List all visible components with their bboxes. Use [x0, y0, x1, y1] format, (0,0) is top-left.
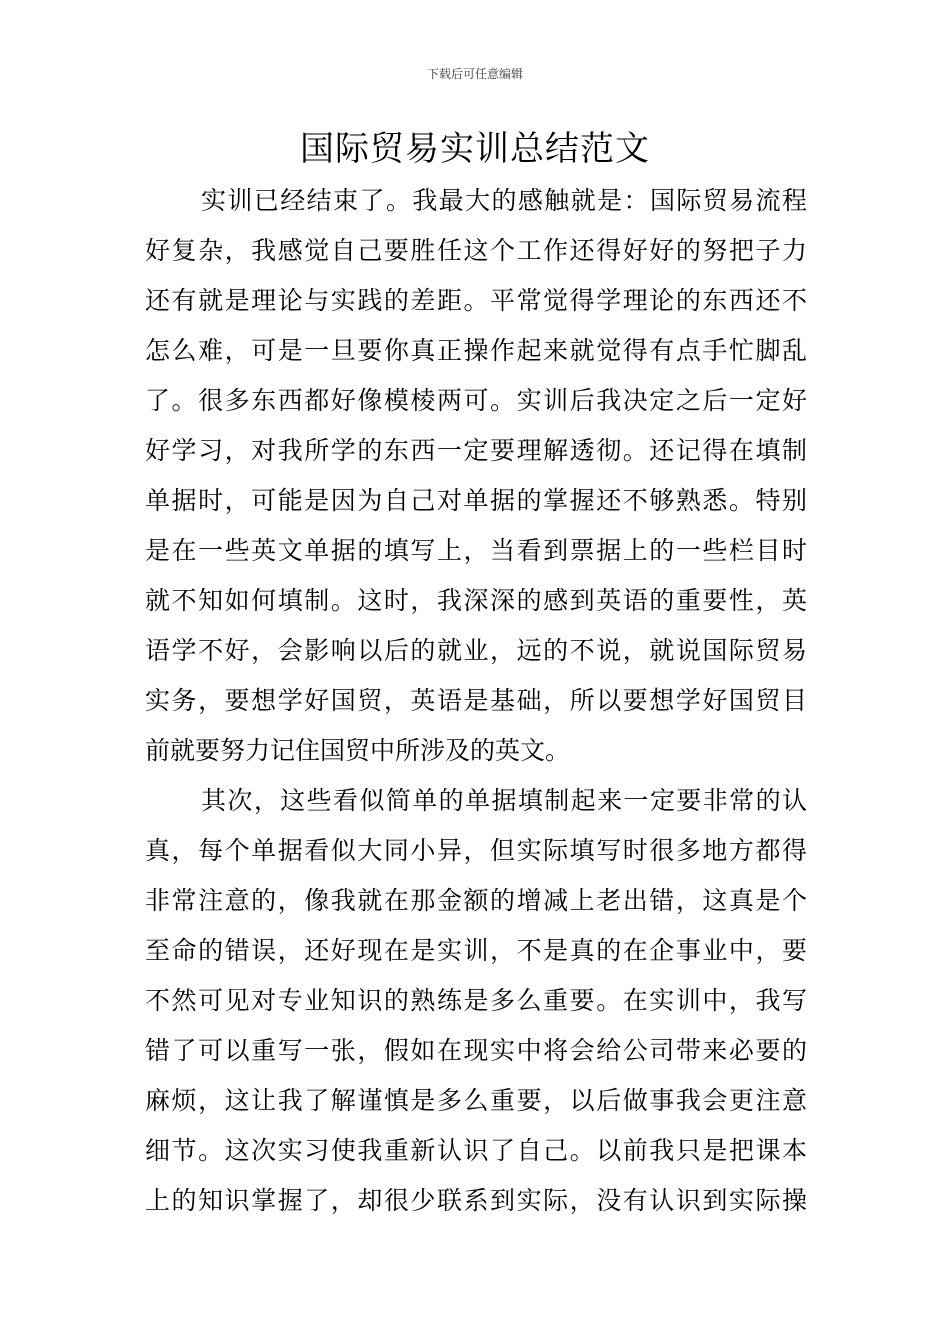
paragraph-line: 是在一些英文单据的填写上，当看到票据上的一些栏目时 [145, 536, 807, 565]
paragraph-1 [145, 176, 807, 776]
paragraph-line: 实训已经结束了。我最大的感触就是：国际贸易流程 [201, 186, 807, 215]
paragraph-line: 错了可以重写一张，假如在现实中将会给公司带来必要的 [145, 1036, 807, 1065]
paragraph-line: 不然可见对专业知识的熟练是多么重要。在实训中，我写 [145, 986, 807, 1015]
paragraph-line: 真，每个单据看似大同小异，但实际填写时很多地方都得 [145, 836, 807, 865]
paragraph-line: 好学习，对我所学的东西一定要理解透彻。还记得在填制 [145, 436, 807, 465]
paragraph-line: 其次，这些看似简单的单据填制起来一定要非常的认 [201, 786, 807, 815]
paragraph-line: 实务，要想学好国贸，英语是基础，所以要想学好国贸目 [145, 686, 807, 715]
paragraph-line: 上的知识掌握了，却很少联系到实际，没有认识到实际操 [145, 1186, 807, 1215]
paragraph-line: 好复杂，我感觉自己要胜任这个工作还得好好的努把子力 [145, 236, 807, 265]
paragraph-line: 细节。这次实习使我重新认识了自己。以前我只是把课本 [145, 1136, 807, 1165]
document-body [145, 176, 807, 1226]
paragraph-line: 怎么难，可是一旦要你真正操作起来就觉得有点手忙脚乱 [145, 336, 807, 365]
header-note: 下载后可任意编辑 [426, 67, 523, 81]
paragraph-line: 至命的错误，还好现在是实训，不是真的在企事业中，要 [145, 936, 807, 965]
paragraph-line: 非常注意的，像我就在那金额的增减上老出错，这真是个 [145, 886, 807, 915]
paragraph-line: 麻烦，这让我了解谨慎是多么重要，以后做事我会更注意 [145, 1086, 807, 1115]
paragraph-line: 就不知如何填制。这时，我深深的感到英语的重要性，英 [145, 586, 807, 615]
paragraph-line: 语学不好，会影响以后的就业，远的不说，就说国际贸易 [145, 636, 807, 665]
paragraph-line: 还有就是理论与实践的差距。平常觉得学理论的东西还不 [145, 286, 807, 315]
paragraph-line: 单据时，可能是因为自己对单据的掌握还不够熟悉。特别 [145, 486, 807, 515]
paragraph-2 [145, 776, 807, 1226]
paragraph-line: 了。很多东西都好像模棱两可。实训后我决定之后一定好 [145, 386, 807, 415]
paragraph-line: 前就要努力记住国贸中所涉及的英文。 [145, 736, 571, 765]
document-title: 国际贸易实训总结范文 [300, 129, 650, 169]
